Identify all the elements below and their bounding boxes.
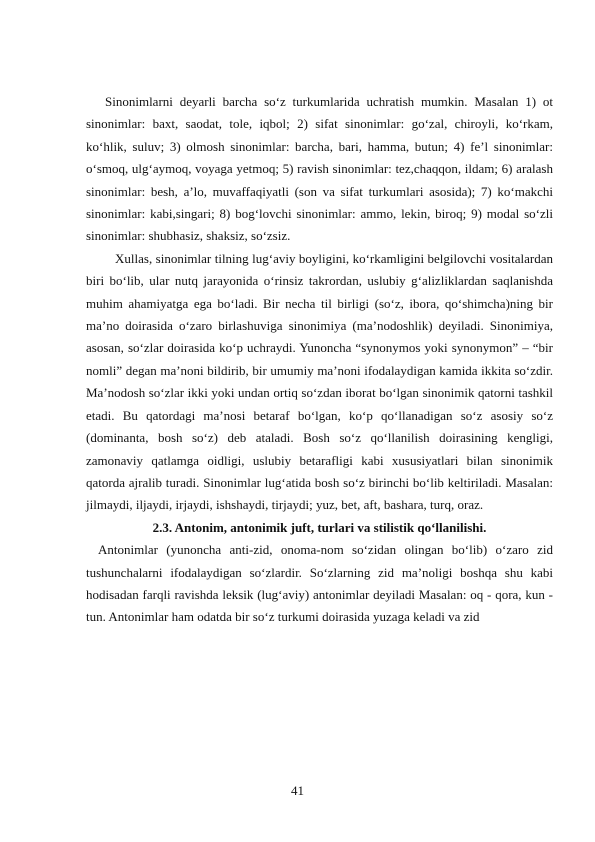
page-number: 41 bbox=[291, 783, 304, 798]
paragraph-synonymy-definition: Xullas, sinonimlar tilning lug‘aviy boyligini, ko‘rkamligini belgilovchi vositalardan biri bo‘lib, ular nutq jarayonida o‘rinsiz takrordan, uslubiy g‘alizliklardan saqlanishda muhim ahamiyatga ega bo‘ladi. Bir necha til birligi (so‘z, ibora, qo‘shimcha)ning bir ma’no doirasida o‘zaro birlashuviga sinonimiya (ma’nodoshlik) deyiladi. Sinonimiya, asosan, so‘zlar doirasida ko‘p uchraydi. Yunoncha “synonymos yoki synonymon” – “bir nomli” degan ma’noni bildirib, bir umumiy ma’noni ifodalaydigan kamida ikkita so‘zdir. Ma’nodosh so‘zlar ikki yoki undan ortiq so‘zdan iborat bo‘lgan sinonimik qatorni tashkil etadi. Bu qatordagi ma’nosi betaraf bo‘lgan, ko‘p qo‘llanadigan so‘z asosiy so‘z (dominanta, bosh so‘z) deb ataladi. Bosh so‘z qo‘llanilish doirasining kengligi, zamonaviy qatlamga oidligi, uslubiy betarafligi kabi xususiyatlari bilan sinonimik qatorda ajralib turadi. Sinonimlar lug‘atida bosh so‘z birinchi bo‘lib keltiriladi. Masalan: jilmaydi, iljaydi, irjaydi, ishshaydi, tirjaydi; yuz, bet, aft, bashara, turq, oraz. bbox=[86, 250, 553, 513]
body-text bbox=[86, 91, 553, 629]
section-heading: 2.3. Antonim, antonimik juft, turlari va stilistik qo‘llanilishi. bbox=[152, 519, 487, 535]
paragraph-antonyms: Antonimlar (yunoncha anti-zid, onoma-nom so‘zidan olingan bo‘lib) o‘zaro zid tushunchalarni ifodalaydigan so‘zlardir. So‘zlarning zid ma’noligi boshqa shu kabi hodisadan farqli ravishda leksik (lug‘aviy) antonimlar deyiladi Masalan: oq - qora, kun - tun. Antonimlar ham odatda bir so‘z turkumi doirasida yuzaga keladi va zid bbox=[86, 542, 553, 625]
paragraph-synonym-types: Sinonimlarni deyarli barcha so‘z turkumlarida uchratish mumkin. Masalan 1) ot sinonimlar: baxt, saodat, tole, iqbol; 2) sifat sinonimlar: go‘zal, chiroyli, ko‘rkam, ko‘hlik, suluv; 3) olmosh sinonimlar: barcha, bari, hamma, butun; 4) fe’l sinonimlar: o‘smoq, ulg‘aymoq, voyaga yetmoq; 5) ravish sinonimlar: tez,chaqqon, ildam; 6) aralash sinonimlar: besh, a’lo, muvaffaqiyatli (son va sifat turkumlari asosida); 7) ko‘makchi sinonimlar: kabi,singari; 8) bog‘lovchi sinonimlar: ammo, lekin, biroq; 9) modal so‘zli sinonimlar: shubhasiz, shaksiz, so‘zsiz. bbox=[86, 94, 553, 244]
